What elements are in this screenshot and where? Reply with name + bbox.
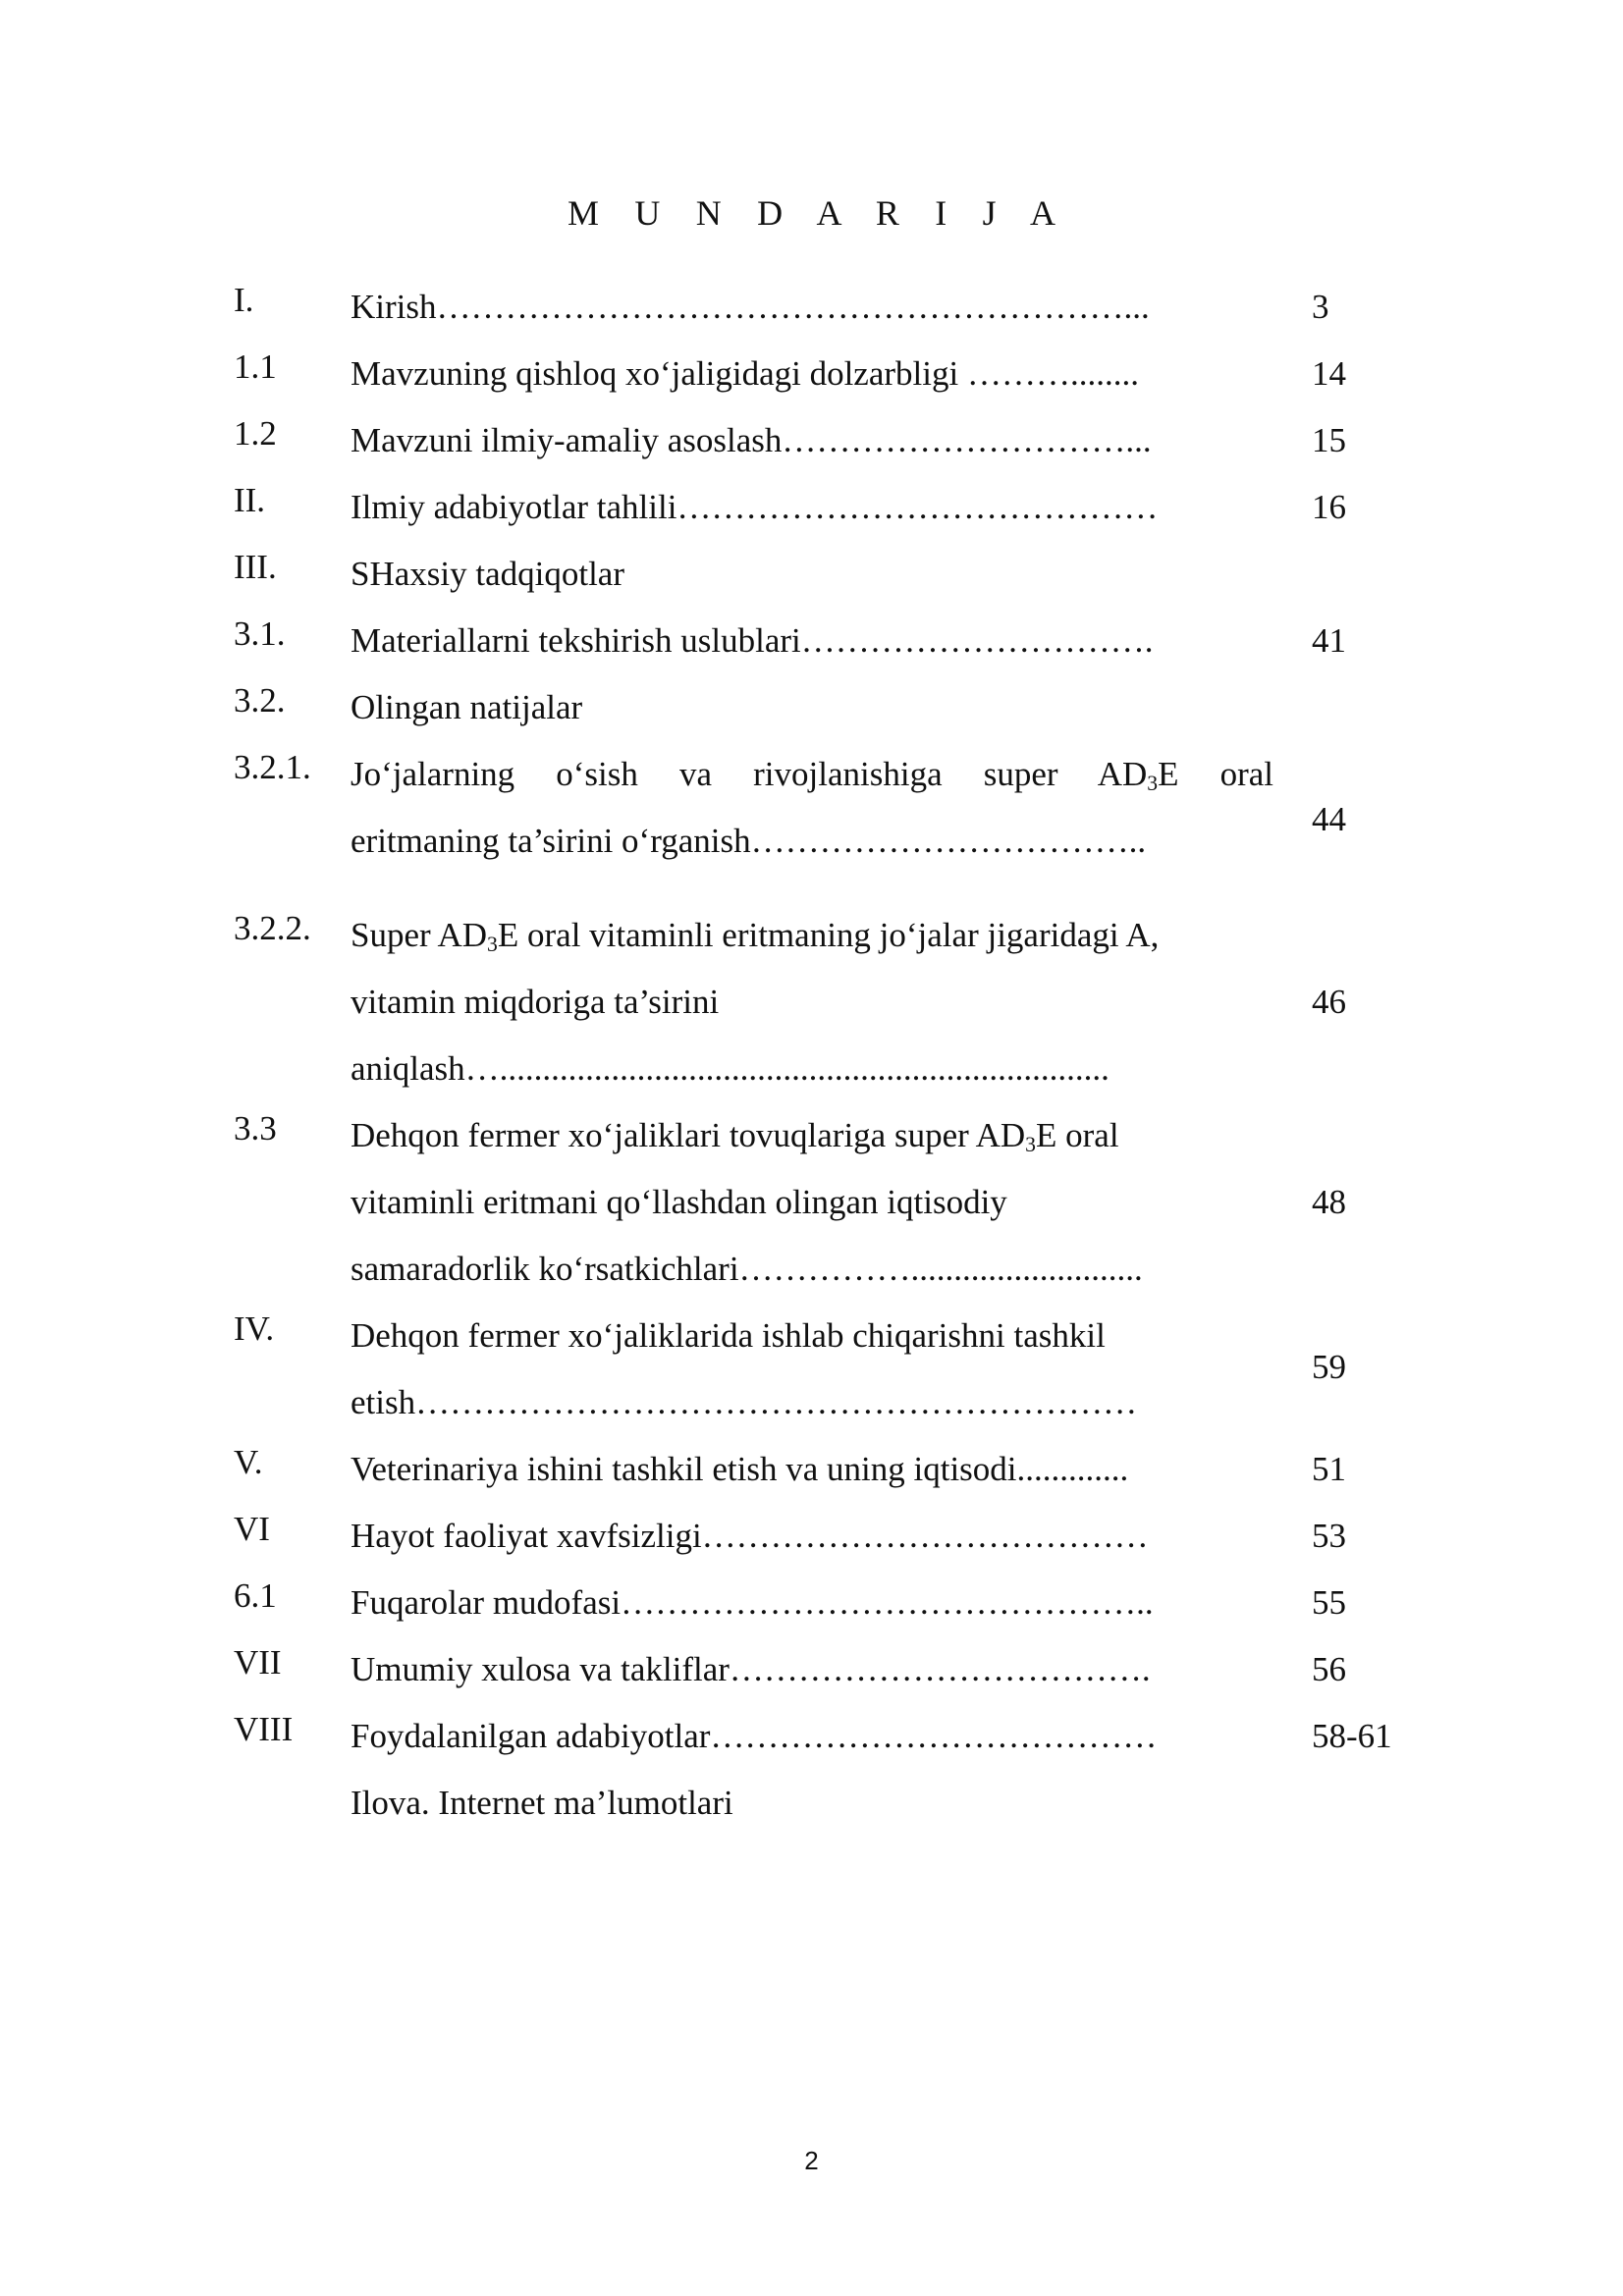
toc-entry-title: [351, 1510, 1273, 1576]
toc-entry-title-line: aniqlash….......................................................................: [351, 1049, 1109, 1088]
toc-entry-page: 48: [1312, 1183, 1346, 1221]
toc-entry-page: 44: [1312, 800, 1346, 838]
page-number: 2: [804, 2146, 819, 2175]
toc-entry-title: [351, 614, 1273, 681]
toc-entry-number: 6.1: [234, 1576, 277, 1615]
toc-entry-page: 55: [1312, 1583, 1346, 1622]
toc-entry-title: [351, 1443, 1273, 1510]
toc-entry-number: 3.2.1.: [234, 748, 311, 786]
toc-entry-title: [351, 347, 1273, 414]
toc-entry-number: 3.2.: [234, 681, 286, 720]
toc-entry-page: 3: [1312, 288, 1329, 326]
toc-entry-title: [351, 1576, 1273, 1643]
toc-entry-number: IV.: [234, 1309, 275, 1348]
toc-entry-page: 41: [1312, 621, 1346, 660]
toc-entry-title: [351, 681, 1273, 748]
toc-entry-title-line: Dehqon fermer xo‘jaliklarida ishlab chiqarishni tashkil: [351, 1316, 1106, 1355]
toc-entry-title: [351, 1710, 1273, 1777]
toc-entry-title-line: Jo‘jalarning o‘sish va rivojlanishiga super $AD_3E$ oral: [351, 755, 1273, 795]
toc-entry-title-line: vitamin miqdoriga ta’sirini: [351, 983, 720, 1021]
toc-entry-number: VII: [234, 1643, 282, 1682]
toc-entry-title-line: eritmaning ta’sirini o‘rganish……………………………..: [351, 822, 1147, 860]
toc-entry-title: [351, 281, 1273, 347]
toc-entry-number: 3.1.: [234, 614, 286, 653]
toc-entry-title: [351, 909, 1273, 1109]
toc-entry-title: [351, 414, 1273, 481]
toc-entry-page: 56: [1312, 1650, 1346, 1688]
toc-entry-number: II.: [234, 481, 266, 519]
toc-entry-number: III.: [234, 548, 277, 586]
toc-entry-title-line: Ilmiy adabiyotlar tahlili……………………………………: [351, 488, 1159, 526]
toc-entry-title-line: samaradorlik ko‘rsatkichlari……………...........................: [351, 1250, 1143, 1288]
toc-entry-title-line: Hayot faoliyat xavfsizligi…………………………………: [351, 1517, 1149, 1555]
toc-entry-number: VI: [234, 1510, 270, 1548]
toc-entry-title-line: Materiallarni tekshirish uslublari………………………….: [351, 621, 1154, 660]
toc-entry-page: 58-61: [1312, 1717, 1392, 1755]
toc-entry-number: VIII: [234, 1710, 294, 1748]
toc-entry-title-line: vitaminli eritmani qo‘llashdan olingan iqtisodiy: [351, 1183, 1007, 1221]
toc-entry-title: [351, 481, 1273, 548]
toc-entry-title: [351, 1309, 1273, 1443]
toc-entry-title-line: Ilova. Internet ma’lumotlari: [351, 1784, 733, 1822]
toc-entry-title: [351, 548, 1273, 614]
toc-entry-title: [351, 1777, 1273, 1843]
toc-entry-title: [351, 748, 1273, 881]
toc-entry-number: 3.2.2.: [234, 909, 311, 947]
toc-entry-page: 51: [1312, 1450, 1346, 1488]
toc-entry-page: 53: [1312, 1517, 1346, 1555]
toc-entry-number: 1.2: [234, 414, 277, 453]
toc-entry-title-line: Olingan natijalar: [351, 688, 583, 726]
toc-entry-title-line: Super $AD_3E$ oral vitaminli eritmaning jo‘jalar jigaridagi A,: [351, 916, 1160, 956]
toc-entry-title-line: Veterinariya ishini tashkil etish va uning iqtisodi.............: [351, 1450, 1129, 1488]
toc-entry-page: 15: [1312, 421, 1346, 459]
toc-entry-title-line: Kirish……………………………………………………...: [351, 288, 1150, 326]
toc-entry-title-line: Mavzuni ilmiy-amaliy asoslash…………………………...: [351, 421, 1152, 459]
toc-entry-title-line: Mavzuning qishloq xo‘jaligidagi dolzarbligi ………........: [351, 354, 1139, 393]
toc-entry-number: V.: [234, 1443, 263, 1481]
toc-entry-title-line: Foydalanilgan adabiyotlar…………………………………: [351, 1717, 1158, 1755]
toc-entry-title-line: etish………………………………………………………: [351, 1383, 1138, 1421]
toc-entry-page: 46: [1312, 983, 1346, 1021]
toc-entry-number: I.: [234, 281, 254, 319]
toc-entry-page: 16: [1312, 488, 1346, 526]
toc-entry-title-line: Fuqarolar mudofasi………………………………………..: [351, 1583, 1154, 1622]
toc-entry-number: 3.3: [234, 1109, 277, 1148]
toc-entry-title: [351, 1643, 1273, 1710]
toc-entry-title-line: SHaxsiy tadqiqotlar: [351, 555, 624, 593]
toc-entry-number: 1.1: [234, 347, 277, 386]
toc-entry-title: [351, 1109, 1273, 1309]
toc-entry-page: 59: [1312, 1348, 1346, 1386]
toc-entry-title-line: Umumiy xulosa va takliflar……………………………….: [351, 1650, 1151, 1688]
toc-entry-title-line: Dehqon fermer xo‘jaliklari tovuqlariga super $AD_3E$ oral: [351, 1116, 1119, 1156]
toc-entry-page: 14: [1312, 354, 1346, 393]
page-title: M U N D A R I J A: [568, 193, 1069, 233]
